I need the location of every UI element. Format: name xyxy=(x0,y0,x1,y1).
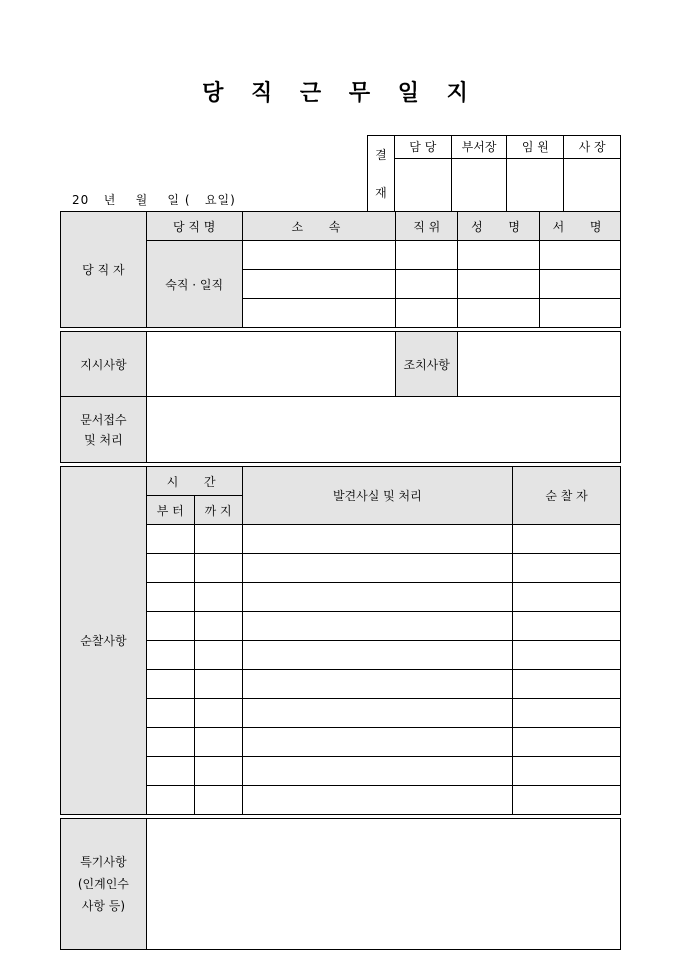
duty-sign-cell[interactable] xyxy=(540,241,621,270)
approval-header-manager: 부서장 xyxy=(451,136,507,159)
patrol-from-cell[interactable] xyxy=(146,786,194,815)
approval-header-executive: 임 원 xyxy=(507,136,564,159)
patrol-findings-cell[interactable] xyxy=(242,786,512,815)
patrol-from-cell[interactable] xyxy=(146,728,194,757)
patrol-time-header: 시 간 xyxy=(146,467,242,496)
approval-sign-manager[interactable] xyxy=(451,158,507,212)
patrol-to-cell[interactable] xyxy=(194,641,242,670)
duty-sign-cell[interactable] xyxy=(540,299,621,328)
patrol-patroller-cell[interactable] xyxy=(513,699,621,728)
patrol-patroller-cell[interactable] xyxy=(513,641,621,670)
duty-officer-label: 당 직 자 xyxy=(61,212,147,328)
duty-rank-cell[interactable] xyxy=(396,299,458,328)
header-sign: 서 명 xyxy=(540,212,621,241)
approval-box xyxy=(367,135,621,213)
header-department: 소 속 xyxy=(242,212,396,241)
patrol-to-cell[interactable] xyxy=(194,786,242,815)
patrol-to-cell[interactable] xyxy=(194,728,242,757)
special-notes-label: 특기사항 (인계인수 사항 등) xyxy=(61,819,147,950)
duty-name-cell[interactable] xyxy=(458,299,540,328)
duty-name-cell[interactable] xyxy=(458,270,540,299)
header-name: 성 명 xyxy=(458,212,540,241)
patrol-to-header: 까 지 xyxy=(194,496,242,525)
patrol-patroller-cell[interactable] xyxy=(513,525,621,554)
header-rank: 직 위 xyxy=(396,212,458,241)
patrol-patroller-cell[interactable] xyxy=(513,728,621,757)
patrol-from-cell[interactable] xyxy=(146,612,194,641)
patrol-patroller-cell[interactable] xyxy=(513,786,621,815)
patrol-from-cell[interactable] xyxy=(146,757,194,786)
patrol-findings-cell[interactable] xyxy=(242,641,512,670)
instructions-cell[interactable] xyxy=(146,332,396,397)
approval-header-president: 사 장 xyxy=(564,136,621,159)
patrol-findings-cell[interactable] xyxy=(242,525,512,554)
patrol-to-cell[interactable] xyxy=(194,554,242,583)
approval-sign-president[interactable] xyxy=(564,158,621,212)
patrol-to-cell[interactable] xyxy=(194,699,242,728)
patrol-to-cell[interactable] xyxy=(194,583,242,612)
approval-sign-executive[interactable] xyxy=(507,158,564,212)
patrol-findings-cell[interactable] xyxy=(242,612,512,641)
page-title: 당 직 근 무 일 지 xyxy=(202,80,478,106)
approval-label xyxy=(368,136,395,213)
duty-department-cell[interactable] xyxy=(242,299,396,328)
duty-department-cell[interactable] xyxy=(242,241,396,270)
patrol-findings-cell[interactable] xyxy=(242,670,512,699)
documents-cell[interactable] xyxy=(146,397,620,463)
header-duty-name: 당 직 명 xyxy=(146,212,242,241)
patrol-label: 순찰사항 xyxy=(61,467,147,815)
patrol-from-cell[interactable] xyxy=(146,583,194,612)
patrol-findings-cell[interactable] xyxy=(242,699,512,728)
patrol-patroller-cell[interactable] xyxy=(513,583,621,612)
patrol-to-cell[interactable] xyxy=(194,670,242,699)
patrol-patroller-cell[interactable] xyxy=(513,757,621,786)
patrol-from-cell[interactable] xyxy=(146,554,194,583)
patrol-from-cell[interactable] xyxy=(146,525,194,554)
patrol-from-header: 부 터 xyxy=(146,496,194,525)
patrol-findings-cell[interactable] xyxy=(242,728,512,757)
duty-rank-cell[interactable] xyxy=(396,241,458,270)
patrol-findings-cell[interactable] xyxy=(242,554,512,583)
duty-type-label: 숙직 · 일직 xyxy=(146,241,242,328)
patrol-patroller-cell[interactable] xyxy=(513,554,621,583)
patrol-patroller-header: 순 찰 자 xyxy=(513,467,621,525)
patrol-patroller-cell[interactable] xyxy=(513,670,621,699)
action-cell[interactable] xyxy=(458,332,621,397)
patrol-from-cell[interactable] xyxy=(146,641,194,670)
action-label: 조치사항 xyxy=(396,332,458,397)
patrol-patroller-cell[interactable] xyxy=(513,612,621,641)
patrol-from-cell[interactable] xyxy=(146,699,194,728)
patrol-findings-cell[interactable] xyxy=(242,757,512,786)
patrol-to-cell[interactable] xyxy=(194,612,242,641)
duty-department-cell[interactable] xyxy=(242,270,396,299)
duty-name-cell[interactable] xyxy=(458,241,540,270)
approval-label-top: 결 xyxy=(375,148,387,162)
duty-sign-cell[interactable] xyxy=(540,270,621,299)
patrol-to-cell[interactable] xyxy=(194,525,242,554)
special-notes-cell[interactable] xyxy=(146,819,620,950)
documents-label: 문서접수 및 처리 xyxy=(61,397,147,463)
approval-sign-staff[interactable] xyxy=(394,158,451,212)
patrol-to-cell[interactable] xyxy=(194,757,242,786)
patrol-from-cell[interactable] xyxy=(146,670,194,699)
approval-label-bottom: 재 xyxy=(375,186,387,200)
date-line: 20 년 월 일 ( 요일) xyxy=(72,193,236,207)
patrol-findings-header: 발견사실 및 처리 xyxy=(242,467,512,525)
duty-log-form xyxy=(60,211,621,950)
approval-header-staff: 담 당 xyxy=(394,136,451,159)
instructions-label: 지시사항 xyxy=(61,332,147,397)
patrol-findings-cell[interactable] xyxy=(242,583,512,612)
duty-rank-cell[interactable] xyxy=(396,270,458,299)
